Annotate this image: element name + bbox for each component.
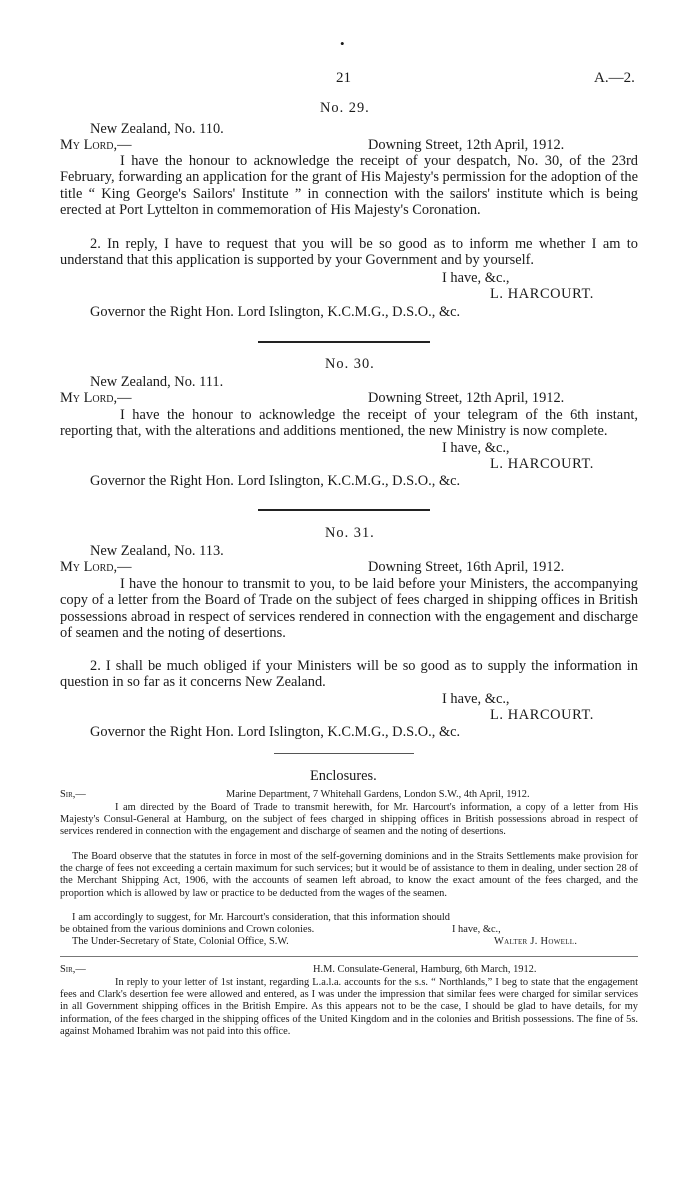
place-date: Downing Street, 12th April, 1912. [368, 137, 565, 153]
paragraph: I am accordingly to suggest, for Mr. Harcourt's consideration, that this information should be obtained from the various dominions and Crown colonies. [60, 912, 450, 936]
enclosures-heading: Enclosures. [310, 768, 377, 784]
paper-reference: A.—2. [594, 70, 635, 86]
closing: I have, &c., [452, 924, 501, 935]
paragraph: In reply to your letter of 1st instant, regarding L.a.l.a. accounts for the s.s. “ Northlands,” I beg to state that the engagement fees and Clark's desertion fee were allowed and entered, as I was under the impression that similar fees were charged for similar services in all Government shipping offices in the British Empire. As this appears not to be the case, I should be glad to have details, for my information, of the fees charged in the shipping offices of the United Kingdom and in the colonies and British possessions. The fine of 5s. against Mohamed Ibrahim was not paid into this office. [60, 977, 638, 1037]
addressee: Governor the Right Hon. Lord Islington, K.C.M.G., D.S.O., &c. [90, 304, 461, 320]
salutation: Sir,— [60, 964, 86, 975]
despatch-ref: New Zealand, No. 110. [90, 121, 224, 137]
paragraph: The Board observe that the statutes in force in most of the self-governing dominions and in the Straits Settlements make provision for the charge of fees not exceeding a certain maximum for such services; but it would be of assistance to them in dealing, under section 28 of the Merchant Shipping Act, 1906, with the accounts of seamen left abroad, to know the exact amount of the fees charged, and the proportion which is allowed by law or practice to be deducted from the wages of the seamen. [60, 851, 638, 899]
paragraph: I am directed by the Board of Trade to transmit herewith, for Mr. Harcourt's information, a copy of a letter from His Majesty's Consul-General at Hamburg, on the subject of fees charged in shipping offices in British possessions abroad in respect of services rendered in connection with the engagement and discharge of seamen and the noting of desertions. [60, 802, 638, 838]
signature: Walter J. Howell. [494, 936, 578, 947]
place-date: Downing Street, 12th April, 1912. [368, 390, 565, 406]
salutation: My Lord,— [60, 559, 132, 575]
section-divider [60, 956, 638, 957]
paragraph: I have the honour to acknowledge the receipt of your despatch, No. 30, of the 23rd February, forwarding an application for the grant of His Majesty's permission for the adoption of the title “ King George's Sailors' Institute ” in connection with the sailors' institute which is being erected at Port Lyttelton in commemoration of His Majesty's Coronation. [60, 153, 638, 219]
salutation: Sir,— [60, 789, 86, 800]
addressee: The Under-Secretary of State, Colonial Office, S.W. [72, 936, 289, 947]
section-divider [258, 341, 430, 343]
place-date: Marine Department, 7 Whitehall Gardens, London S.W., 4th April, 1912. [226, 789, 530, 800]
despatch-ref: New Zealand, No. 113. [90, 543, 224, 559]
despatch-number: No. 30. [325, 356, 375, 372]
section-divider [274, 753, 414, 754]
paragraph: I have the honour to acknowledge the receipt of your telegram of the 6th instant, reporting that, with the alterations and additions mentioned, the new Ministry is now complete. [60, 407, 638, 440]
addressee: Governor the Right Hon. Lord Islington, K.C.M.G., D.S.O., &c. [90, 473, 461, 489]
closing: I have, &c., [442, 440, 510, 456]
despatch-number: No. 31. [325, 525, 375, 541]
place-date: Downing Street, 16th April, 1912. [368, 559, 565, 575]
closing: I have, &c., [442, 691, 510, 707]
paragraph: 2. In reply, I have to request that you will be so good as to inform me whether I am to understand that this application is supported by your Government and by yourself. [60, 236, 638, 269]
despatch-ref: New Zealand, No. 111. [90, 374, 224, 390]
header-dot: • [340, 36, 345, 51]
paragraph: 2. I shall be much obliged if your Ministers will be so good as to supply the information in question in so far as it concerns New Zealand. [60, 658, 638, 691]
signature: L. HARCOURT. [490, 707, 595, 723]
paragraph: I have the honour to transmit to you, to be laid before your Ministers, the accompanying copy of a letter from the Board of Trade on the subject of fees charged in shipping offices in British possessions abroad in respect of services rendered in connection with the engagement and discharge of seamen and the noting of desertions. [60, 576, 638, 642]
addressee: Governor the Right Hon. Lord Islington, K.C.M.G., D.S.O., &c. [90, 724, 461, 740]
salutation: My Lord,— [60, 390, 132, 406]
closing: I have, &c., [442, 270, 510, 286]
page-number: 21 [336, 70, 351, 86]
signature: L. HARCOURT. [490, 286, 595, 302]
place-date: H.M. Consulate-General, Hamburg, 6th March, 1912. [313, 964, 537, 975]
signature: L. HARCOURT. [490, 456, 595, 472]
section-divider [258, 509, 430, 511]
despatch-number: No. 29. [320, 100, 370, 116]
salutation: My Lord,— [60, 137, 132, 153]
